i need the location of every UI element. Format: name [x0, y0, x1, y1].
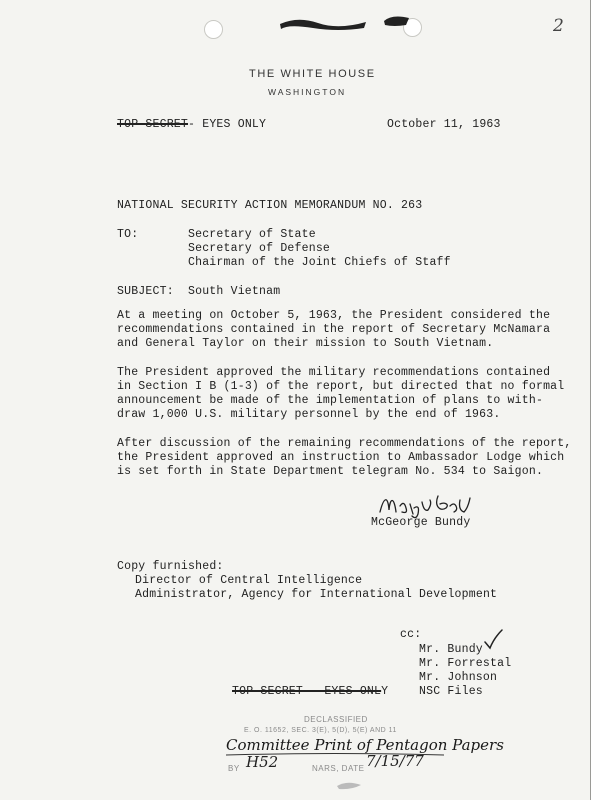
- cc-item: Mr. Bundy: [419, 643, 483, 656]
- copy-furnished-item: Director of Central Intelligence: [135, 574, 363, 587]
- declassified-nars-date-value: 7/15/77: [366, 752, 424, 770]
- top-redaction-mark-2: [382, 13, 412, 29]
- signature-typed: McGeorge Bundy: [371, 516, 471, 529]
- subject-value: South Vietnam: [188, 285, 281, 298]
- paragraph-line: recommendations contained in the report of Secretary McNamara: [117, 323, 551, 336]
- letterhead-line2: WASHINGTON: [268, 87, 347, 97]
- cc-item: Mr. Johnson: [419, 671, 498, 684]
- copy-furnished-item: Administrator, Agency for International Development: [135, 588, 498, 601]
- declassified-authority: E. O. 11652, SEC. 3(E), 5(D), 5(E) AND 11: [244, 727, 397, 734]
- declassified-label: DECLASSIFIED: [304, 715, 368, 724]
- to-label: TO:: [117, 228, 139, 241]
- to-recipient: Secretary of State: [188, 228, 316, 241]
- classification-struck: TOP SECRET: [117, 118, 189, 131]
- cc-item: NSC Files: [419, 685, 483, 698]
- declassified-nars-date-label: NARS, DATE: [312, 764, 365, 773]
- declassified-by-label: BY: [228, 764, 240, 773]
- punch-hole-left: [204, 20, 223, 39]
- memo-title: NATIONAL SECURITY ACTION MEMORANDUM NO. 263: [117, 199, 423, 212]
- paragraph-line: announcement be made of the implementation of plans to with-: [117, 394, 544, 407]
- top-redaction-mark: [278, 14, 368, 34]
- paragraph-line: The President approved the military recommendations contained: [117, 366, 551, 379]
- to-recipient: Chairman of the Joint Chiefs of Staff: [188, 256, 451, 269]
- paragraph-line: in Section I B (1-3) of the report, but directed that no formal: [117, 380, 565, 393]
- footer-classification-struck: TOP SECRET - EYES ONL: [232, 685, 382, 698]
- page-number: 2: [553, 16, 564, 36]
- checkmark-icon: [482, 628, 504, 652]
- footer-classification-rest: Y: [381, 685, 389, 698]
- memo-date: October 11, 1963: [387, 118, 501, 131]
- paragraph-line: At a meeting on October 5, 1963, the President considered the: [117, 309, 551, 322]
- footer-classification: [232, 685, 388, 698]
- paragraph-line: is set forth in State Department telegram No. 534 to Saigon.: [117, 465, 544, 478]
- paragraph-line: the President approved an instruction to Ambassador Lodge which: [117, 451, 565, 464]
- cc-item: Mr. Forrestal: [419, 657, 512, 670]
- subject-label: SUBJECT:: [117, 285, 174, 298]
- classification-rest: - EYES ONLY: [188, 118, 267, 131]
- scan-smudge: [335, 780, 365, 792]
- declassified-by-value: H52: [246, 753, 279, 771]
- paragraph-line: and General Taylor on their mission to South Vietnam.: [117, 337, 494, 350]
- paragraph-line: After discussion of the remaining recommendations of the report,: [117, 437, 572, 450]
- to-recipient: Secretary of Defense: [188, 242, 331, 255]
- letterhead-line1: THE WHITE HOUSE: [249, 68, 376, 80]
- paragraph-line: draw 1,000 U.S. military personnel by the end of 1963.: [117, 408, 501, 421]
- copy-furnished-label: Copy furnished:: [117, 560, 224, 573]
- cc-label: cc:: [400, 628, 422, 641]
- classification: [117, 118, 266, 131]
- declassified-handwritten-note: Committee Print of Pentagon Papers: [226, 736, 504, 754]
